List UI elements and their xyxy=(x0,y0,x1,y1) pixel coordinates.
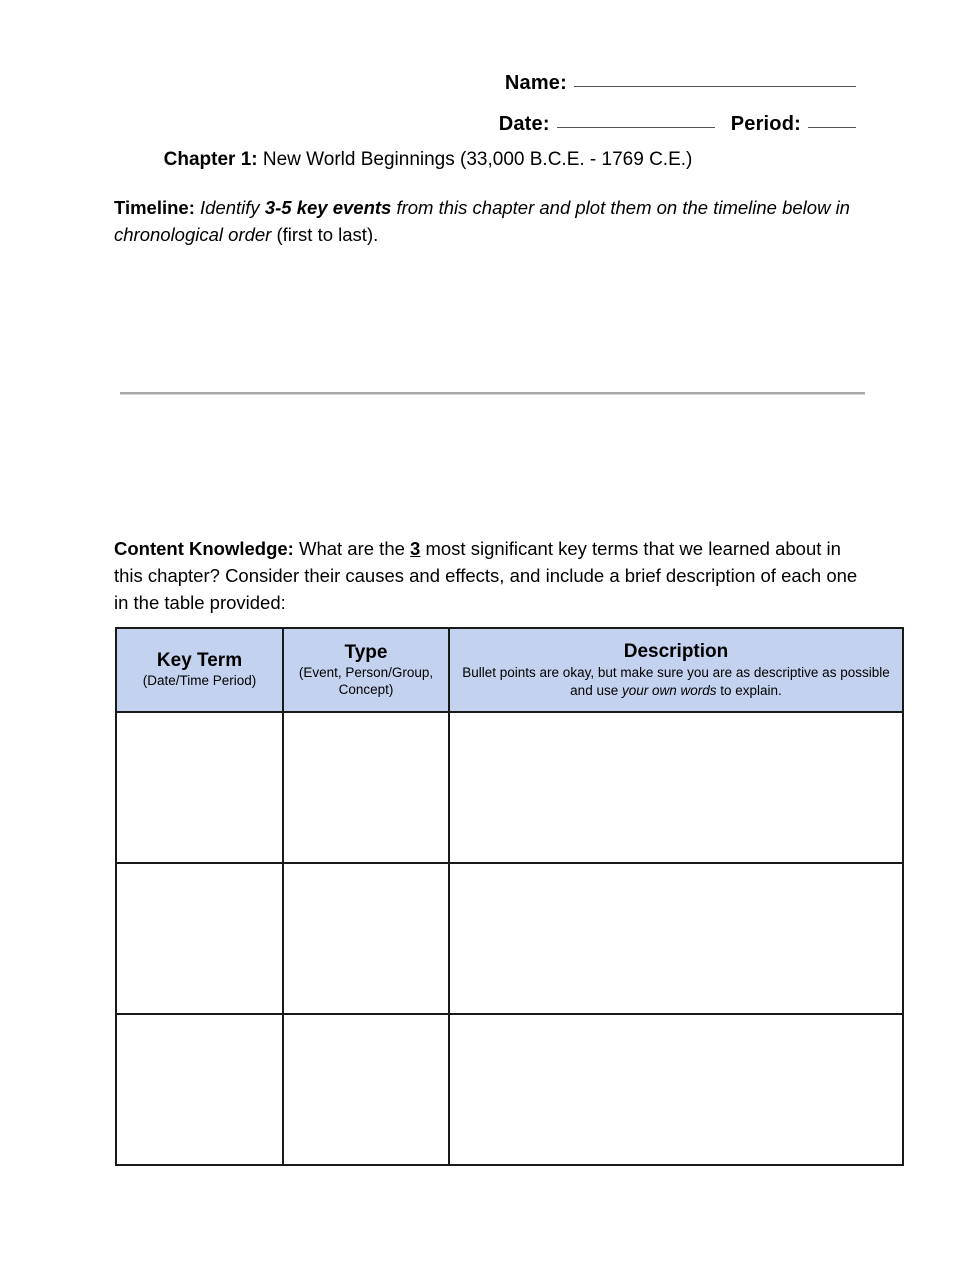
cell-description[interactable] xyxy=(449,1014,903,1165)
cell-key-term[interactable] xyxy=(116,712,283,863)
key-term-subtitle: (Date/Time Period) xyxy=(142,673,257,689)
timeline-emphasis: 3-5 key events xyxy=(264,197,392,218)
date-blank[interactable] xyxy=(557,127,715,128)
timeline-text-3: (first to last). xyxy=(271,223,379,245)
period-label: Period: xyxy=(730,113,801,135)
description-subtitle-1: Bullet points are okay, but make sure you are as descriptive as possible and use xyxy=(462,665,890,698)
description-subtitle-2: to explain. xyxy=(716,682,782,698)
chapter-title-text: New World Beginnings (33,000 B.C.E. - 1769 C.E.) xyxy=(257,149,693,170)
timeline-label: Timeline: xyxy=(114,197,195,218)
description-subtitle xyxy=(455,664,897,699)
cell-description[interactable] xyxy=(449,712,903,863)
type-subtitle: (Event, Person/Group, Concept) xyxy=(298,665,434,697)
timeline-instructions xyxy=(114,195,862,248)
cell-key-term[interactable] xyxy=(116,1014,283,1165)
timeline-text-1: Identify xyxy=(194,197,265,218)
content-text-2: most significant key terms that we learned about in this chapter? Consider their causes and effects, and include a brief description of each one in the table provided: xyxy=(114,538,858,613)
chapter-label: Chapter 1: xyxy=(163,149,258,170)
date-period-field-line xyxy=(0,113,856,136)
content-knowledge-instructions xyxy=(114,536,862,616)
key-term-title: Key Term xyxy=(156,650,243,672)
date-label: Date: xyxy=(498,113,550,135)
table-header-row xyxy=(116,628,903,712)
timeline-axis-rule xyxy=(120,392,865,395)
cell-key-term[interactable] xyxy=(116,863,283,1014)
name-label: Name: xyxy=(504,72,567,94)
description-title: Description xyxy=(623,640,729,662)
column-header-type xyxy=(283,628,449,712)
cell-type[interactable] xyxy=(283,1014,449,1165)
table-row xyxy=(116,863,903,1014)
content-text-1: What are the xyxy=(293,538,411,559)
type-title: Type xyxy=(344,641,388,663)
timeline-text-2: from this chapter and plot them on the timeline below in chronological order xyxy=(114,197,850,245)
table-row xyxy=(116,712,903,863)
period-blank[interactable] xyxy=(808,127,856,128)
cell-description[interactable] xyxy=(449,863,903,1014)
column-header-description xyxy=(449,628,903,712)
table-header xyxy=(116,628,903,712)
name-field-line xyxy=(0,72,856,95)
name-blank[interactable] xyxy=(574,86,856,87)
content-knowledge-label: Content Knowledge: xyxy=(114,538,294,559)
cell-type[interactable] xyxy=(283,712,449,863)
chapter-title xyxy=(0,149,856,171)
cell-type[interactable] xyxy=(283,863,449,1014)
key-terms-table xyxy=(115,627,904,1166)
column-header-key-term xyxy=(116,628,283,712)
description-subtitle-emphasis: your own words xyxy=(621,682,717,698)
content-emphasis-count: 3 xyxy=(410,538,421,559)
table-row xyxy=(116,1014,903,1165)
table-body xyxy=(116,712,903,1165)
